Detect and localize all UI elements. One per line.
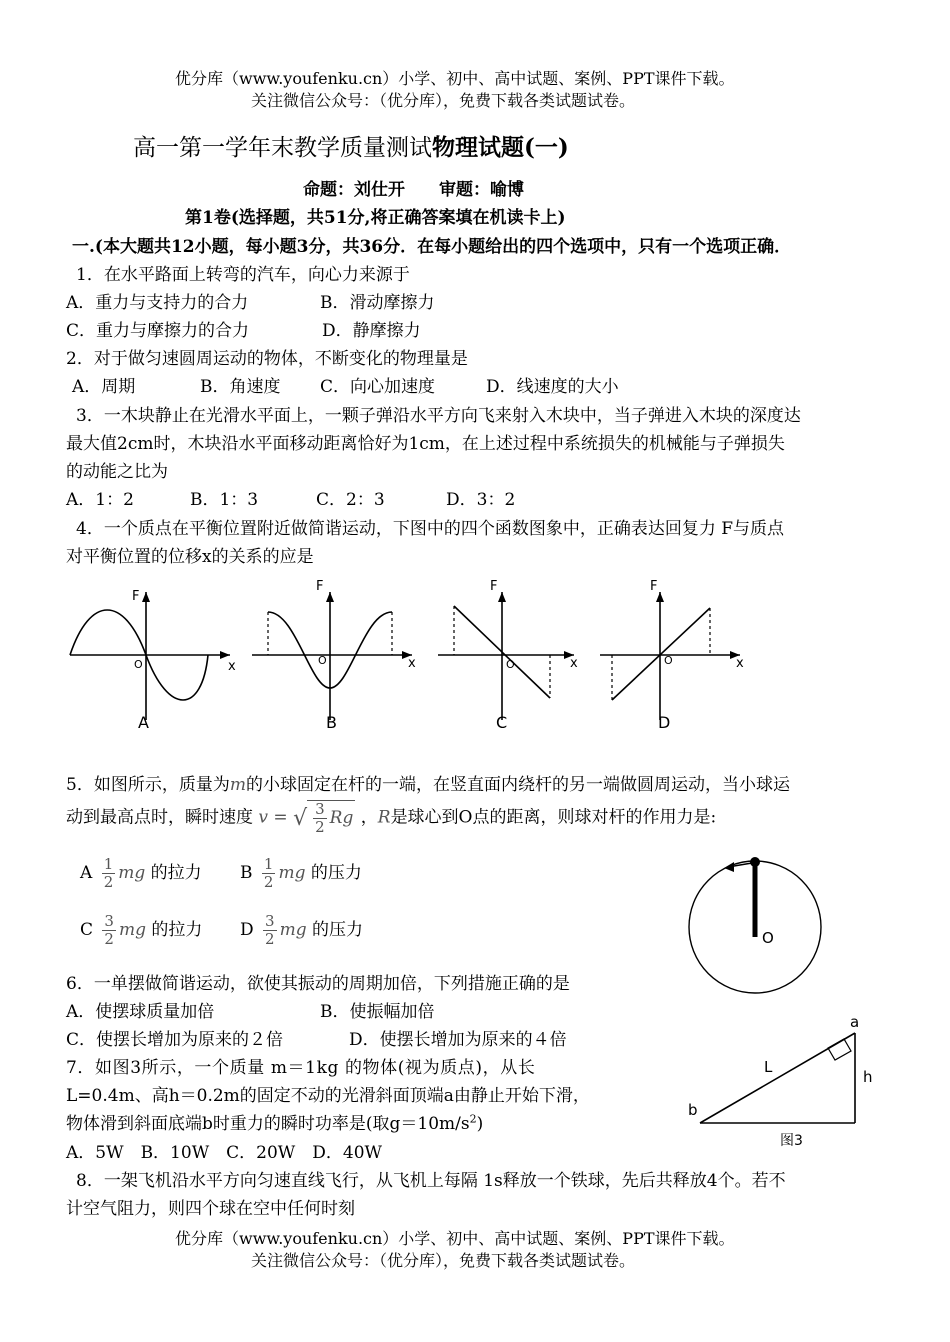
graph-a-o: O [134,658,143,671]
graph-c-label: C [496,713,508,732]
page-title [133,129,569,162]
header-line-1: 优分库（www.youfenku.cn）小学、初中、高中试题、案例、PPT课件下载。 [175,69,735,88]
volume-heading: 第1卷(选择题，共51分,将正确答案填在机读卡上) [185,208,566,228]
q6-option-b: B．使振幅加倍 [320,1002,435,1022]
q5-option-c: C $\frac{3}{2}$ mg 的拉力 [80,912,203,948]
q8-line-2: 计空气阻力，则四个球在空中任何时刻 [66,1199,355,1219]
q5-option-d: D $\frac{3}{2}$ mg 的压力 [240,912,364,948]
q7-fig-a: a [850,1013,860,1031]
q2-option-b: B．角速度 [200,377,281,397]
graph-b-x: x [408,656,416,671]
q3-option-a: A．1：2 [66,490,134,510]
q7-line-2: L=0.4m、高h＝0.2m的固定不动的光滑斜面顶端a由静止开始下滑， [66,1086,590,1106]
q5-line-1 [66,770,790,795]
q2-stem: 2．对于做匀速圆周运动的物体，不断变化的物理量是 [66,349,468,369]
q2-option-c: C．向心加速度 [320,377,436,397]
graph-b-label: B [326,713,337,732]
q1-option-a: A．重力与支持力的合力 [66,293,249,313]
q1-stem: 1．在水平路面上转弯的汽车，向心力来源于 [76,265,410,285]
q4-line-2: 对平衡位置的位移x的关系的应是 [66,547,314,567]
q1-option-b: B．滑动摩擦力 [320,293,435,313]
graph-a-x: x [228,659,236,674]
header-line-2: 关注微信公众号：（优分库），免费下载各类试题试卷。 [251,91,636,110]
graph-b-o: O [318,654,327,667]
graph-d-f: F [650,579,658,594]
q6-option-c: C．使摆长增加为原来的２倍 [66,1030,284,1050]
graph-d-o: O [664,654,673,667]
footer-line-2: 关注微信公众号：（优分库），免费下载各类试题试卷。 [251,1251,636,1270]
graph-b-f: F [316,579,324,594]
q6-option-d: D．使摆长增加为原来的４倍 [349,1030,567,1050]
q5-line2-a: 动到最高点时，瞬时速度 [66,807,253,828]
q5-figure [680,845,840,1005]
sqrt-body [307,800,355,836]
graph-c-x: x [570,656,578,671]
q7-line-3: 物体滑到斜面底端b时重力的瞬时功率是(取$g=10m/s^2$) [66,1112,484,1134]
q5-rg: Rg [329,808,354,828]
q5-line1-b: 的小球固定在杆的一端，在竖直面内绕杆的另一端做圆周运动，当小球运 [245,775,790,795]
q5-line1-a: 5．如图所示，质量为 [66,775,230,795]
q7-fig-l: L [764,1058,773,1076]
q7-line-1: 7．如图3所示，一个质量 m＝1kg 的物体(视为质点)，从长 [66,1058,536,1078]
q3-line-2: 最大值2cm时，木块沿水平面移动距离恰好为1cm，在上述过程中系统损失的机械能与子弹损失 [66,434,785,454]
q5-m: m [229,775,246,795]
q5-option-a: A $\frac{1}{2}$ mg 的拉力 [80,855,202,891]
q1-option-c: C．重力与摩擦力的合力 [66,321,250,341]
q5-line-2: 动到最高点时，瞬时速度 v = √ $\frac{3}{2}$ Rg ，R是球心到O点的距离，则球对杆的作用力是: [66,800,717,836]
q7-fig-h: h [863,1068,873,1086]
authors: 命题：刘仕开 审题：喻博 [303,180,524,200]
q5-line2-b: 是球心到O点的距离，则球对杆的作用力是: [390,807,717,828]
title-bold: 物理试题(一) [432,134,569,161]
q7-options: A．5W B．10W C．20W D．40W [66,1143,383,1163]
q2-option-d: D．线速度的大小 [486,377,619,397]
q5-v-eq: v = [258,807,288,828]
graph-d-x: x [736,656,744,671]
q4-graphs [60,570,760,740]
q3-line-1: 3．一木块静止在光滑水平面上，一颗子弹沿水平方向飞来射入木块中，当子弹进入木块的深度达 [76,406,801,426]
q5-r: R [377,807,391,828]
q6-option-a: A．使摆球质量加倍 [66,1002,215,1022]
sqrt-sign: √ [293,805,308,831]
q1-option-d: D．静摩擦力 [322,321,421,341]
q3-line-3: 的动能之比为 [66,462,168,482]
q3-option-d: D．3：2 [446,490,516,510]
graph-a-label: A [138,713,149,732]
q5-option-b: B $\frac{1}{2}$ mg 的压力 [240,855,362,891]
graph-c-f: F [490,579,498,594]
graph-c-o: O [506,658,515,671]
q7-fig-b: b [688,1101,698,1119]
q2-option-a: A．周期 [72,377,136,397]
sqrt-frac: $\frac{3}{2}$ [315,800,325,836]
section-heading: 一.(本大题共12小题，每小题3分，共36分．在每小题给出的四个选项中，只有一个选项正确． [72,237,792,257]
q3-option-c: C．2：3 [316,490,385,510]
q4-line-1: 4．一个质点在平衡位置附近做简谐运动，下图中的四个函数图象中，正确表达回复力 F与质点 [76,519,785,539]
q7-fig-caption: 图3 [780,1133,803,1149]
title-normal: 高一第一学年末教学质量测试 [133,135,432,161]
q6-stem: 6．一单摆做简谐运动，欲使其振动的周期加倍，下列措施正确的是 [66,974,570,994]
q7-figure [680,1008,890,1158]
graph-d-label: D [658,713,671,732]
graph-a-f: F [132,589,140,604]
q5-fig-o: O [762,929,774,947]
footer-line-1: 优分库（www.youfenku.cn）小学、初中、高中试题、案例、PPT课件下载。 [175,1229,735,1248]
q3-option-b: B．1：3 [190,490,259,510]
q8-line-1: 8．一架飞机沿水平方向匀速直线飞行，从飞机上每隔 1s释放一个铁球，先后共释放4个。若不 [76,1171,786,1191]
